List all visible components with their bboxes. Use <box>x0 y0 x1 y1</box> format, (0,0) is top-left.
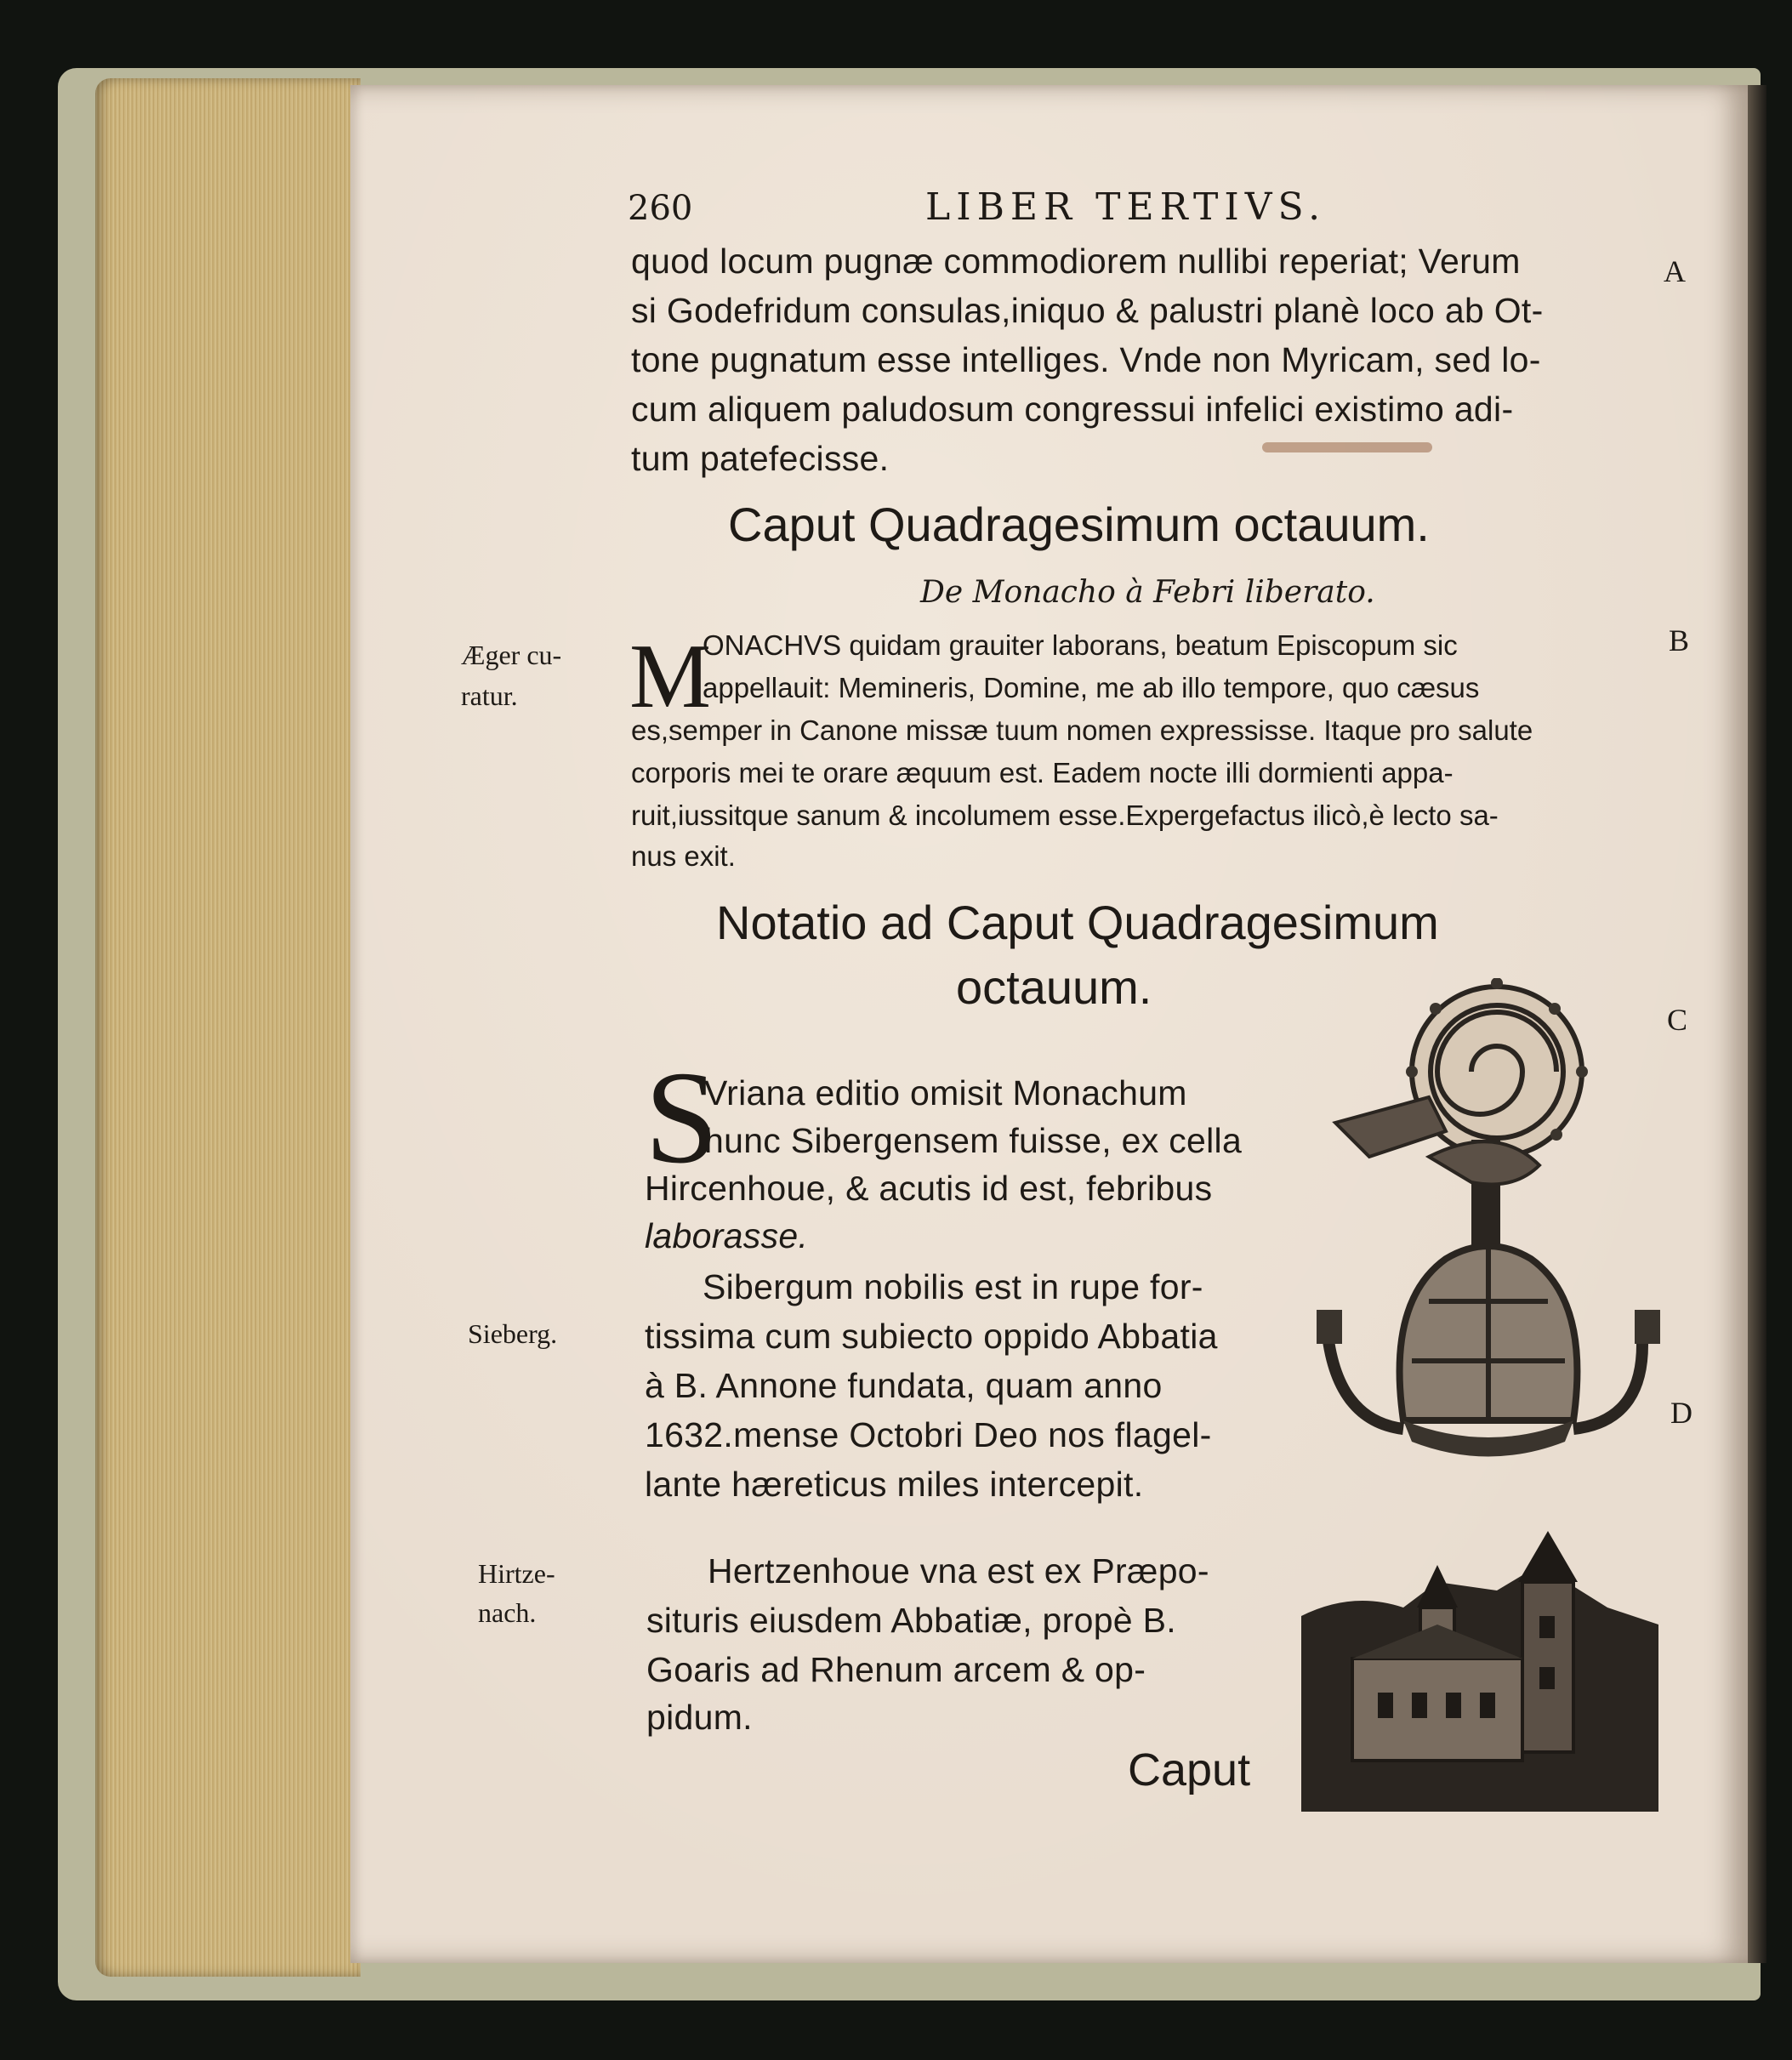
text-line: appellauit: Memineris, Domine, me ab illo tempore, quo cæsus <box>703 672 1480 703</box>
ink-stain <box>1262 442 1432 452</box>
catchword: Caput <box>1128 1744 1251 1795</box>
margin-note-line: Æger cu- <box>461 640 562 670</box>
chapter-subtitle: De Monacho à Febri liberato. <box>920 575 1375 610</box>
text-line: 1632.mense Octobri Deo nos flagel- <box>645 1415 1212 1454</box>
text-line: corporis mei te orare æquum est. Eadem nocte illi dormienti appa- <box>631 757 1454 788</box>
text-line: tissima cum subiecto oppido Abbatia <box>645 1317 1218 1356</box>
margin-letter-a: A <box>1664 254 1686 288</box>
text-line: Hertzenhoue vna est ex Præpo- <box>708 1551 1209 1591</box>
text-line: lante hæreticus miles intercepit. <box>645 1465 1144 1504</box>
page-block-edge <box>95 78 361 1977</box>
text-line: laborasse. <box>645 1216 809 1255</box>
text-line: quod locum pugnæ commodiorem nullibi reperiat; Verum <box>631 242 1521 281</box>
text-line: ruit,iussitque sanum & incolumem esse.Expergefactus ilicò,è lecto sa- <box>631 800 1499 831</box>
text-line: Goaris ad Rhenum arcem & op- <box>646 1650 1146 1689</box>
text-line: cum aliquem paludosum congressui infelici existimo adi- <box>631 390 1514 429</box>
text-line: tone pugnatum esse intelliges. Vnde non Myricam, sed lo- <box>631 340 1541 379</box>
page-gutter <box>1748 85 1766 1963</box>
abbey-woodcut <box>1301 1531 1658 1812</box>
running-title: LIBER TERTIVS. <box>925 185 1327 229</box>
text-line: Vriana editio omisit Monachum <box>704 1073 1187 1113</box>
notatio-title-cont: octauum. <box>956 960 1152 1014</box>
notatio-title: Notatio ad Caput Quadragesimum <box>716 896 1439 949</box>
text-line: pidum. <box>646 1698 753 1737</box>
margin-letter-d: D <box>1670 1396 1692 1430</box>
text-line: es,semper in Canone missæ tuum nomen expressisse. Itaque pro salute <box>631 714 1533 746</box>
text-line: ONACHVS quidam grauiter laborans, beatum Episcopum sic <box>703 629 1458 661</box>
margin-note-line: nach. <box>478 1597 537 1628</box>
margin-letter-c: C <box>1667 1003 1688 1037</box>
page-number: 260 <box>628 189 693 228</box>
mitre-crozier-woodcut <box>1301 978 1675 1522</box>
margin-note: Sieberg. <box>468 1318 558 1349</box>
text-line: à B. Annone fundata, quam anno <box>645 1366 1163 1405</box>
text-line: hunc Sibergensem fuisse, ex cella <box>704 1121 1243 1160</box>
text-line: situris eiusdem Abbatiæ, propè B. <box>646 1601 1176 1640</box>
margin-letter-b: B <box>1669 623 1690 657</box>
text-line: Hircenhoue, & acutis id est, febribus <box>645 1169 1213 1208</box>
drop-cap-m: M <box>629 626 712 727</box>
chapter-title: Caput Quadragesimum octauum. <box>728 498 1430 551</box>
text-line: Sibergum nobilis est in rupe for- <box>703 1267 1203 1306</box>
text-line: si Godefridum consulas,iniquo & palustri planè loco ab Ot- <box>631 291 1544 330</box>
margin-note-line: ratur. <box>461 680 518 711</box>
drop-cap-s: S <box>645 1044 719 1191</box>
margin-note-line: Hirtze- <box>478 1558 555 1589</box>
text-line: nus exit. <box>631 840 736 872</box>
text-line: tum patefecisse. <box>631 439 890 478</box>
